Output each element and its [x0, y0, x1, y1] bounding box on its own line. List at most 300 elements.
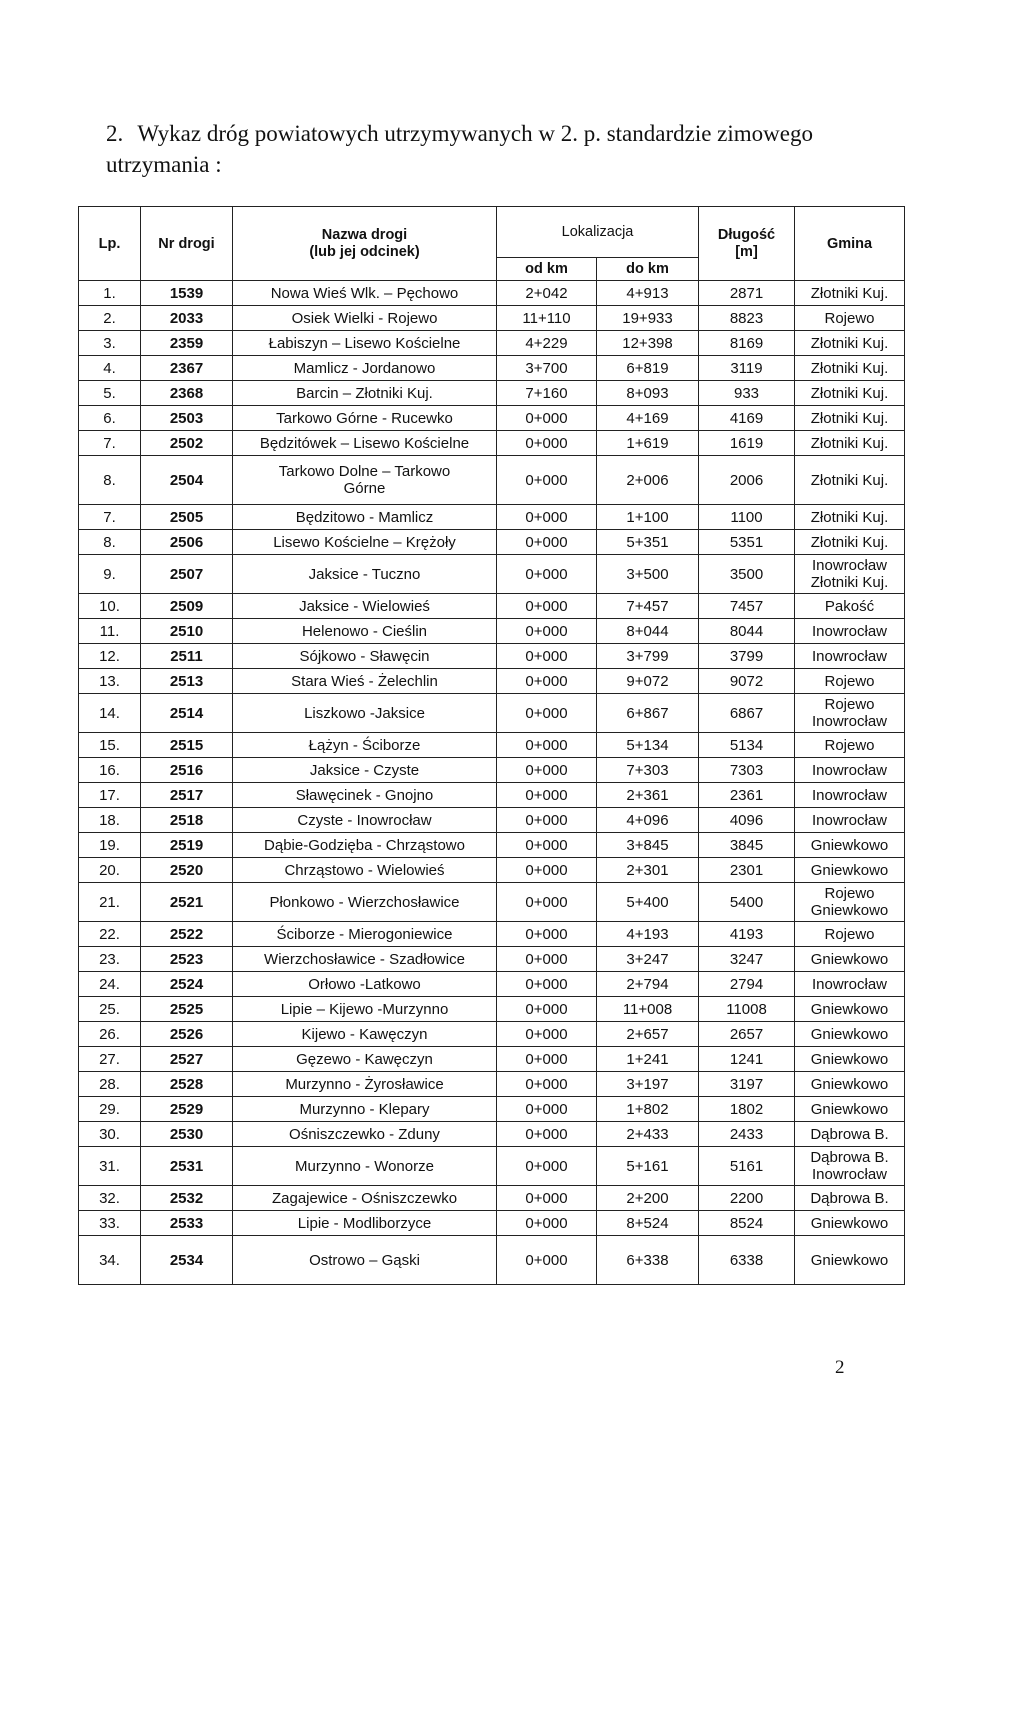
- cell-from: 0+000: [497, 1047, 597, 1072]
- table-row: [79, 381, 905, 406]
- cell-nr: 2510: [141, 619, 233, 644]
- cell-length: 7303: [699, 758, 795, 783]
- cell-name-line: Górne: [343, 480, 386, 497]
- cell-from: 0+000: [497, 1022, 597, 1047]
- cell-name-line: Tarkowo Dolne – Tarkowo: [278, 463, 451, 480]
- cell-nr: 2528: [141, 1072, 233, 1097]
- cell-nr: 2507: [141, 555, 233, 594]
- cell-name-line: Gęzewo - Kawęczyn: [296, 1050, 433, 1068]
- cell-gmina: [795, 669, 905, 694]
- header-length-line2: [m]: [735, 243, 758, 260]
- cell-from: 0+000: [497, 947, 597, 972]
- cell-lp: 32.: [79, 1186, 141, 1211]
- cell-from: 11+110: [497, 306, 597, 331]
- cell-name-line: Sławęcinek - Gnojno: [295, 786, 434, 804]
- cell-lp: 2.: [79, 306, 141, 331]
- cell-length: 2433: [699, 1122, 795, 1147]
- cell-name-line: Ściborze - Mierogoniewice: [276, 925, 453, 943]
- cell-to: 6+867: [597, 694, 699, 733]
- cell-nr: 2527: [141, 1047, 233, 1072]
- cell-from: 0+000: [497, 922, 597, 947]
- cell-name: [233, 619, 497, 644]
- table-row: [79, 1122, 905, 1147]
- cell-length: 9072: [699, 669, 795, 694]
- cell-gmina-line: Inowrocław: [811, 786, 888, 804]
- cell-to: 3+845: [597, 833, 699, 858]
- cell-name: [233, 1097, 497, 1122]
- cell-name-line: Dąbie-Godzięba - Chrząstowo: [264, 836, 465, 854]
- cell-from: 2+042: [497, 281, 597, 306]
- table-row: [79, 456, 905, 505]
- cell-nr: 2506: [141, 530, 233, 555]
- cell-name-line: Ostrowo – Gąski: [309, 1251, 420, 1269]
- table-row: [79, 306, 905, 331]
- cell-lp: 7.: [79, 505, 141, 530]
- cell-gmina: [795, 306, 905, 331]
- cell-name: [233, 530, 497, 555]
- cell-from: 0+000: [497, 505, 597, 530]
- cell-gmina: [795, 947, 905, 972]
- cell-gmina-line: Złotniki Kuj.: [810, 409, 889, 427]
- cell-gmina-line: Rojewo: [824, 309, 875, 327]
- cell-gmina-line: Złotniki Kuj.: [810, 359, 889, 377]
- cell-lp: 25.: [79, 997, 141, 1022]
- cell-name: [233, 406, 497, 431]
- cell-length: 1241: [699, 1047, 795, 1072]
- cell-gmina: [795, 381, 905, 406]
- cell-gmina: [795, 356, 905, 381]
- cell-name-line: Mamlicz - Jordanowo: [293, 359, 436, 377]
- header-from: od km: [497, 258, 597, 281]
- cell-lp: 17.: [79, 783, 141, 808]
- cell-name: [233, 356, 497, 381]
- cell-lp: 15.: [79, 733, 141, 758]
- cell-length: 5400: [699, 883, 795, 922]
- header-gmina: Gmina: [795, 207, 905, 281]
- cell-from: 0+000: [497, 783, 597, 808]
- table-row: [79, 1236, 905, 1285]
- cell-name: [233, 758, 497, 783]
- cell-name: [233, 1122, 497, 1147]
- cell-from: 0+000: [497, 1147, 597, 1186]
- cell-to: 8+093: [597, 381, 699, 406]
- cell-name-line: Lipie – Kijewo -Murzynno: [280, 1000, 449, 1018]
- cell-lp: 18.: [79, 808, 141, 833]
- cell-gmina-line: Inowrocław: [811, 811, 888, 829]
- table-row: [79, 1022, 905, 1047]
- cell-name-line: Lisewo Kościelne – Krężoły: [273, 533, 456, 551]
- cell-name-line: Sójkowo - Sławęcin: [299, 647, 430, 665]
- header-nr: Nr drogi: [141, 207, 233, 281]
- cell-to: 11+008: [597, 997, 699, 1022]
- cell-name-line: Łążyn - Ściborze: [308, 736, 421, 754]
- table-row: [79, 331, 905, 356]
- table-row: [79, 1147, 905, 1186]
- cell-lp: 21.: [79, 883, 141, 922]
- cell-name: [233, 331, 497, 356]
- cell-length: 8823: [699, 306, 795, 331]
- cell-nr: 2522: [141, 922, 233, 947]
- cell-from: 0+000: [497, 883, 597, 922]
- cell-from: 3+700: [497, 356, 597, 381]
- cell-lp: 19.: [79, 833, 141, 858]
- table-body: [79, 281, 905, 1285]
- table-row: [79, 431, 905, 456]
- cell-lp: 12.: [79, 644, 141, 669]
- cell-lp: 16.: [79, 758, 141, 783]
- cell-lp: 4.: [79, 356, 141, 381]
- cell-nr: 2532: [141, 1186, 233, 1211]
- cell-nr: 2509: [141, 594, 233, 619]
- cell-gmina-line: Inowrocław: [811, 761, 888, 779]
- cell-name-line: Wierzchosławice - Szadłowice: [264, 950, 465, 968]
- cell-length: 5161: [699, 1147, 795, 1186]
- cell-length: 8169: [699, 331, 795, 356]
- cell-gmina: [795, 733, 905, 758]
- table-row: [79, 669, 905, 694]
- cell-gmina: [795, 1211, 905, 1236]
- cell-name: [233, 922, 497, 947]
- header-to: do km: [597, 258, 699, 281]
- cell-nr: 2524: [141, 972, 233, 997]
- cell-gmina: [795, 619, 905, 644]
- section-title-line1: Wykaz dróg powiatowych utrzymywanych w 2. p. standardzie zimowego: [137, 121, 813, 146]
- cell-gmina: [795, 808, 905, 833]
- table-row: [79, 619, 905, 644]
- table-row: [79, 783, 905, 808]
- cell-name: [233, 883, 497, 922]
- table-row: [79, 808, 905, 833]
- header-name: [233, 207, 497, 281]
- cell-name: [233, 1047, 497, 1072]
- table-row: [79, 1211, 905, 1236]
- cell-gmina: [795, 883, 905, 922]
- cell-name: [233, 281, 497, 306]
- cell-to: 5+134: [597, 733, 699, 758]
- cell-from: 0+000: [497, 406, 597, 431]
- cell-gmina: [795, 972, 905, 997]
- cell-lp: 24.: [79, 972, 141, 997]
- cell-to: 5+400: [597, 883, 699, 922]
- cell-from: 0+000: [497, 733, 597, 758]
- cell-length: 5351: [699, 530, 795, 555]
- table-row: [79, 644, 905, 669]
- cell-nr: 2523: [141, 947, 233, 972]
- cell-nr: 2515: [141, 733, 233, 758]
- cell-length: 1802: [699, 1097, 795, 1122]
- cell-from: 0+000: [497, 456, 597, 505]
- table-row: [79, 883, 905, 922]
- cell-gmina: [795, 331, 905, 356]
- cell-nr: 2505: [141, 505, 233, 530]
- cell-from: 0+000: [497, 1211, 597, 1236]
- table-row: [79, 833, 905, 858]
- cell-lp: 3.: [79, 331, 141, 356]
- cell-length: 2657: [699, 1022, 795, 1047]
- cell-name-line: Czyste - Inowrocław: [297, 811, 432, 829]
- table-row: [79, 694, 905, 733]
- cell-lp: 8.: [79, 456, 141, 505]
- cell-name: [233, 694, 497, 733]
- cell-to: 6+338: [597, 1236, 699, 1285]
- cell-lp: 27.: [79, 1047, 141, 1072]
- cell-name: [233, 644, 497, 669]
- table-row: [79, 555, 905, 594]
- cell-gmina-line: Inowrocław: [811, 557, 888, 574]
- cell-to: 5+161: [597, 1147, 699, 1186]
- cell-name-line: Barcin – Złotniki Kuj.: [296, 384, 433, 402]
- cell-to: 3+197: [597, 1072, 699, 1097]
- table-row: [79, 281, 905, 306]
- cell-gmina-line: Inowrocław: [811, 647, 888, 665]
- cell-length: 1100: [699, 505, 795, 530]
- cell-name-line: Będzitowo - Mamlicz: [295, 508, 434, 526]
- cell-name-line: Nowa Wieś Wlk. – Pęchowo: [270, 284, 459, 302]
- cell-name: [233, 456, 497, 505]
- cell-nr: 2517: [141, 783, 233, 808]
- cell-gmina-line: Złotniki Kuj.: [810, 574, 889, 591]
- cell-name: [233, 1022, 497, 1047]
- cell-to: 2+200: [597, 1186, 699, 1211]
- table-row: [79, 947, 905, 972]
- cell-name-line: Zagajewice - Ośniszczewko: [271, 1189, 458, 1207]
- cell-nr: 2518: [141, 808, 233, 833]
- cell-to: 4+096: [597, 808, 699, 833]
- cell-length: 3799: [699, 644, 795, 669]
- cell-gmina-line: Gniewkowo: [810, 836, 889, 854]
- cell-length: 7457: [699, 594, 795, 619]
- cell-name: [233, 833, 497, 858]
- cell-name: [233, 858, 497, 883]
- cell-to: 3+500: [597, 555, 699, 594]
- cell-gmina-line: Gniewkowo: [810, 861, 889, 879]
- cell-name: [233, 1211, 497, 1236]
- cell-gmina-line: Złotniki Kuj.: [810, 533, 889, 551]
- cell-gmina: [795, 694, 905, 733]
- section-heading: [106, 118, 866, 180]
- cell-from: 0+000: [497, 555, 597, 594]
- cell-length: 8524: [699, 1211, 795, 1236]
- cell-to: 19+933: [597, 306, 699, 331]
- cell-name-line: Helenowo - Cieślin: [301, 622, 428, 640]
- cell-length: 2301: [699, 858, 795, 883]
- cell-name-line: Płonkowo - Wierzchosławice: [269, 893, 460, 911]
- cell-lp: 22.: [79, 922, 141, 947]
- cell-nr: 2502: [141, 431, 233, 456]
- cell-from: 7+160: [497, 381, 597, 406]
- cell-gmina-line: Rojewo: [824, 696, 875, 713]
- cell-name-line: Murzynno - Klepary: [299, 1100, 430, 1118]
- cell-gmina: [795, 833, 905, 858]
- cell-name-line: Jaksice - Tuczno: [308, 565, 421, 583]
- cell-gmina-line: Dąbrowa B.: [810, 1189, 889, 1207]
- cell-name: [233, 808, 497, 833]
- roads-table: [78, 206, 905, 1285]
- section-title-line2: utrzymania :: [106, 152, 222, 177]
- cell-lp: 33.: [79, 1211, 141, 1236]
- cell-name: [233, 1186, 497, 1211]
- cell-lp: 23.: [79, 947, 141, 972]
- cell-lp: 20.: [79, 858, 141, 883]
- cell-nr: 2521: [141, 883, 233, 922]
- cell-lp: 9.: [79, 555, 141, 594]
- cell-gmina: [795, 530, 905, 555]
- cell-gmina-line: Gniewkowo: [810, 1214, 889, 1232]
- cell-name: [233, 555, 497, 594]
- cell-nr: 2533: [141, 1211, 233, 1236]
- cell-lp: 34.: [79, 1236, 141, 1285]
- cell-length: 11008: [699, 997, 795, 1022]
- cell-gmina-line: Złotniki Kuj.: [810, 334, 889, 352]
- cell-gmina-line: Złotniki Kuj.: [810, 471, 889, 489]
- cell-length: 5134: [699, 733, 795, 758]
- cell-length: 3845: [699, 833, 795, 858]
- cell-lp: 5.: [79, 381, 141, 406]
- table-row: [79, 1097, 905, 1122]
- cell-gmina-line: Inowrocław: [811, 975, 888, 993]
- cell-lp: 7.: [79, 431, 141, 456]
- cell-nr: 2504: [141, 456, 233, 505]
- cell-gmina-line: Złotniki Kuj.: [810, 284, 889, 302]
- cell-to: 9+072: [597, 669, 699, 694]
- cell-name-line: Jaksice - Czyste: [309, 761, 420, 779]
- cell-name: [233, 431, 497, 456]
- header-lp: Lp.: [79, 207, 141, 281]
- cell-length: 2200: [699, 1186, 795, 1211]
- cell-from: 0+000: [497, 644, 597, 669]
- cell-gmina-line: Gniewkowo: [810, 1000, 889, 1018]
- cell-gmina: [795, 1022, 905, 1047]
- cell-name: [233, 1236, 497, 1285]
- cell-gmina: [795, 783, 905, 808]
- cell-name: [233, 505, 497, 530]
- table-row: [79, 972, 905, 997]
- cell-lp: 1.: [79, 281, 141, 306]
- cell-from: 0+000: [497, 808, 597, 833]
- cell-from: 0+000: [497, 1122, 597, 1147]
- cell-gmina-line: Złotniki Kuj.: [810, 508, 889, 526]
- cell-length: 2006: [699, 456, 795, 505]
- cell-nr: 2516: [141, 758, 233, 783]
- cell-to: 2+794: [597, 972, 699, 997]
- cell-gmina-line: Gniewkowo: [810, 1050, 889, 1068]
- cell-gmina: [795, 1072, 905, 1097]
- cell-name-line: Będzitówek – Lisewo Kościelne: [259, 434, 470, 452]
- cell-gmina: [795, 431, 905, 456]
- cell-nr: 2511: [141, 644, 233, 669]
- cell-length: 933: [699, 381, 795, 406]
- cell-lp: 26.: [79, 1022, 141, 1047]
- cell-to: 8+044: [597, 619, 699, 644]
- cell-to: 2+433: [597, 1122, 699, 1147]
- table-row: [79, 530, 905, 555]
- cell-name: [233, 783, 497, 808]
- cell-gmina: [795, 922, 905, 947]
- cell-name-line: Jaksice - Wielowieś: [299, 597, 430, 615]
- table-row: [79, 1072, 905, 1097]
- cell-gmina-line: Rojewo: [824, 885, 875, 902]
- header-name-line1: Nazwa drogi: [321, 226, 408, 243]
- table-row: [79, 356, 905, 381]
- cell-name: [233, 381, 497, 406]
- header-length: [699, 207, 795, 281]
- cell-gmina: [795, 281, 905, 306]
- table-row: [79, 922, 905, 947]
- cell-to: 3+799: [597, 644, 699, 669]
- cell-name-line: Liszkowo -Jaksice: [304, 704, 425, 722]
- cell-gmina-line: Gniewkowo: [810, 902, 889, 919]
- cell-gmina-line: Rojewo: [824, 925, 875, 943]
- cell-name: [233, 594, 497, 619]
- header-row: [79, 207, 905, 258]
- cell-nr: 1539: [141, 281, 233, 306]
- cell-to: 5+351: [597, 530, 699, 555]
- cell-nr: 2531: [141, 1147, 233, 1186]
- cell-nr: 2033: [141, 306, 233, 331]
- cell-length: 1619: [699, 431, 795, 456]
- cell-gmina-line: Rojewo: [824, 736, 875, 754]
- cell-lp: 11.: [79, 619, 141, 644]
- cell-name: [233, 306, 497, 331]
- table-row: [79, 758, 905, 783]
- cell-lp: 13.: [79, 669, 141, 694]
- cell-name-line: Kijewo - Kawęczyn: [301, 1025, 428, 1043]
- cell-gmina: [795, 1122, 905, 1147]
- cell-nr: 2519: [141, 833, 233, 858]
- cell-nr: 2525: [141, 997, 233, 1022]
- cell-lp: 31.: [79, 1147, 141, 1186]
- cell-nr: 2503: [141, 406, 233, 431]
- cell-to: 1+619: [597, 431, 699, 456]
- cell-from: 0+000: [497, 972, 597, 997]
- cell-nr: 2529: [141, 1097, 233, 1122]
- cell-gmina: [795, 1047, 905, 1072]
- cell-name-line: Stara Wieś - Żelechlin: [291, 672, 438, 690]
- cell-nr: 2359: [141, 331, 233, 356]
- cell-lp: 8.: [79, 530, 141, 555]
- cell-gmina-line: Inowrocław: [811, 713, 888, 730]
- cell-to: 3+247: [597, 947, 699, 972]
- cell-lp: 29.: [79, 1097, 141, 1122]
- cell-from: 0+000: [497, 1186, 597, 1211]
- cell-length: 2871: [699, 281, 795, 306]
- cell-name-line: Ośniszczewko - Zduny: [289, 1125, 440, 1143]
- cell-from: 0+000: [497, 694, 597, 733]
- cell-name-line: Murzynno - Żyrosławice: [285, 1075, 444, 1093]
- table-row: [79, 594, 905, 619]
- cell-gmina: [795, 555, 905, 594]
- cell-length: 4193: [699, 922, 795, 947]
- cell-nr: 2513: [141, 669, 233, 694]
- cell-nr: 2367: [141, 356, 233, 381]
- cell-from: 0+000: [497, 1072, 597, 1097]
- cell-gmina-line: Złotniki Kuj.: [810, 434, 889, 452]
- cell-gmina: [795, 406, 905, 431]
- cell-length: 3500: [699, 555, 795, 594]
- cell-gmina-line: Gniewkowo: [810, 1075, 889, 1093]
- cell-gmina: [795, 1147, 905, 1186]
- cell-length: 2794: [699, 972, 795, 997]
- cell-from: 0+000: [497, 669, 597, 694]
- cell-nr: 2526: [141, 1022, 233, 1047]
- header-name-line2: (lub jej odcinek): [309, 243, 420, 260]
- cell-gmina: [795, 1097, 905, 1122]
- cell-gmina-line: Gniewkowo: [810, 950, 889, 968]
- page-number: 2: [835, 1357, 845, 1378]
- cell-name: [233, 733, 497, 758]
- cell-gmina: [795, 997, 905, 1022]
- cell-from: 0+000: [497, 619, 597, 644]
